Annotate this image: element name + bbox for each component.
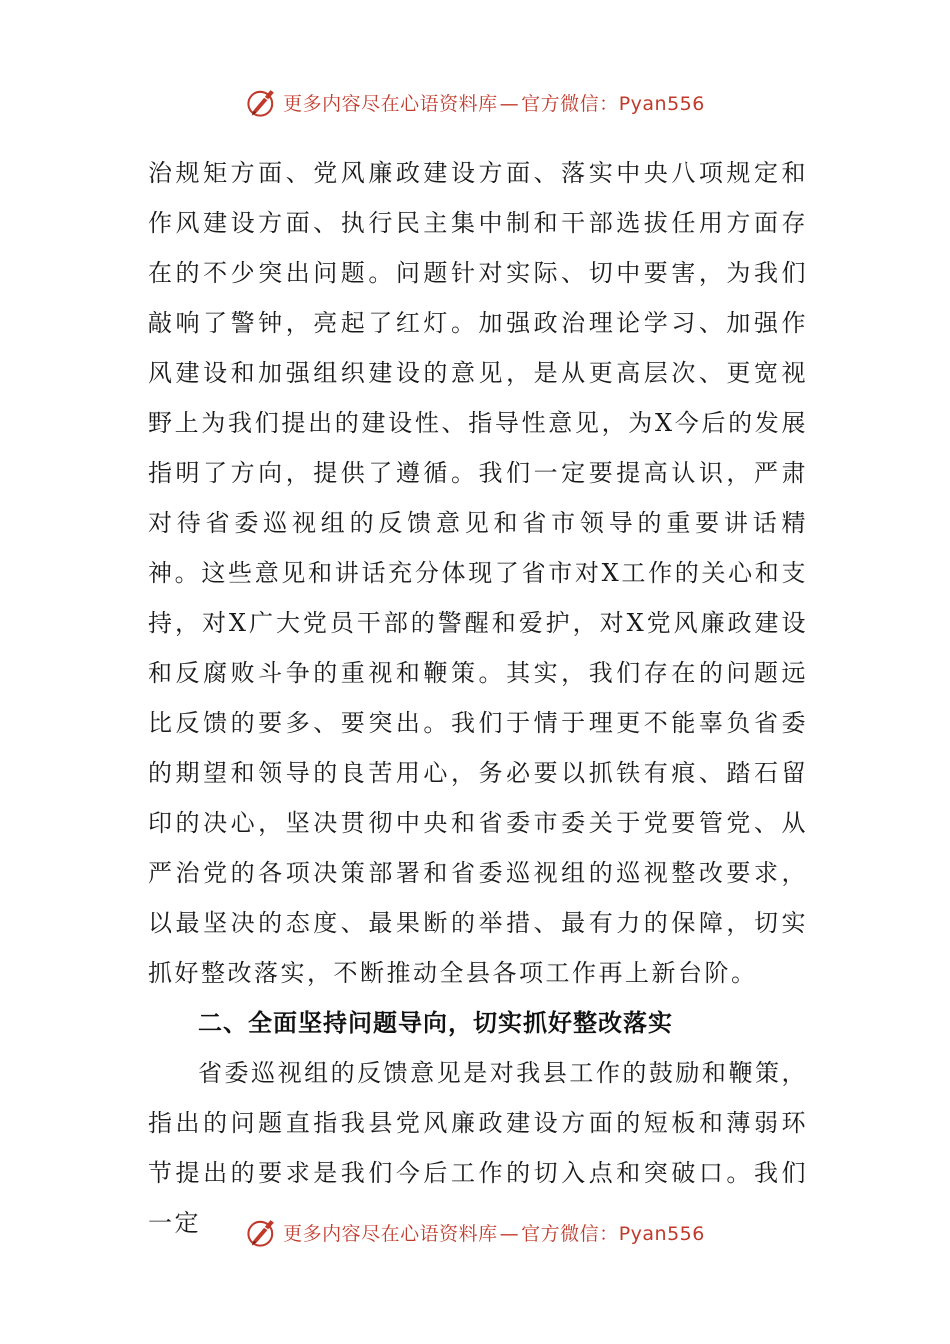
footer-watermark bbox=[0, 1212, 950, 1252]
watermark-wechat-label: 官方微信： bbox=[521, 92, 619, 115]
watermark-site-text: 更多内容尽在心语资料库 bbox=[283, 92, 498, 115]
quill-pen-logo-icon bbox=[245, 85, 279, 119]
watermark-wechat-id: Pyan556 bbox=[618, 1222, 705, 1245]
watermark-dash: — bbox=[499, 1222, 520, 1245]
watermark-text bbox=[283, 89, 705, 116]
watermark-site-text: 更多内容尽在心语资料库 bbox=[283, 1222, 498, 1245]
watermark-dash: — bbox=[499, 92, 520, 115]
quill-pen-logo-icon bbox=[245, 1215, 279, 1249]
document-body bbox=[148, 148, 808, 1248]
body-paragraph-2: 省委巡视组的反馈意见是对我县工作的鼓励和鞭策，指出的问题直指我县党风廉政建设方面的短板和薄弱环节提出的要求是我们今后工作的切入点和突破口。我们一定 bbox=[148, 1059, 808, 1237]
watermark-wechat-label: 官方微信： bbox=[521, 1222, 619, 1245]
watermark-text bbox=[283, 1219, 705, 1246]
body-paragraph-1: 治规矩方面、党风廉政建设方面、落实中央八项规定和作风建设方面、执行民主集中制和干部选拔任用方面存在的不少突出问题。问题针对实际、切中要害，为我们敲响了警钟，亮起了红灯。加强政治理论学习、加强作风建设和加强组织建设的意见，是从更高层次、更宽视野上为我们提出的建设性、指导性意见，为X今后的发展指明了方向，提供了遵循。我们一定要提高认识，严肃对待省委巡视组的反馈意见和省市领导的重要讲话精神。这些意见和讲话充分体现了省市对X工作的关心和支持，对X广大党员干部的警醒和爱护，对X党风廉政建设和反腐败斗争的重视和鞭策。其实，我们存在的问题远比反馈的要多、要突出。我们于情于理更不能辜负省委的期望和领导的良苦用心，务必要以抓铁有痕、踏石留印的决心，坚决贯彻中央和省委市委关于党要管党、从严治党的各项决策部署和省委巡视组的巡视整改要求，以最坚决的态度、最果断的举措、最有力的保障，切实抓好整改落实，不断推动全县各项工作再上新台阶。 bbox=[148, 159, 808, 987]
watermark-wechat-id: Pyan556 bbox=[618, 92, 705, 115]
section-heading-2: 二、全面坚持问题导向，切实抓好整改落实 bbox=[198, 1009, 673, 1037]
header-watermark bbox=[0, 82, 950, 122]
